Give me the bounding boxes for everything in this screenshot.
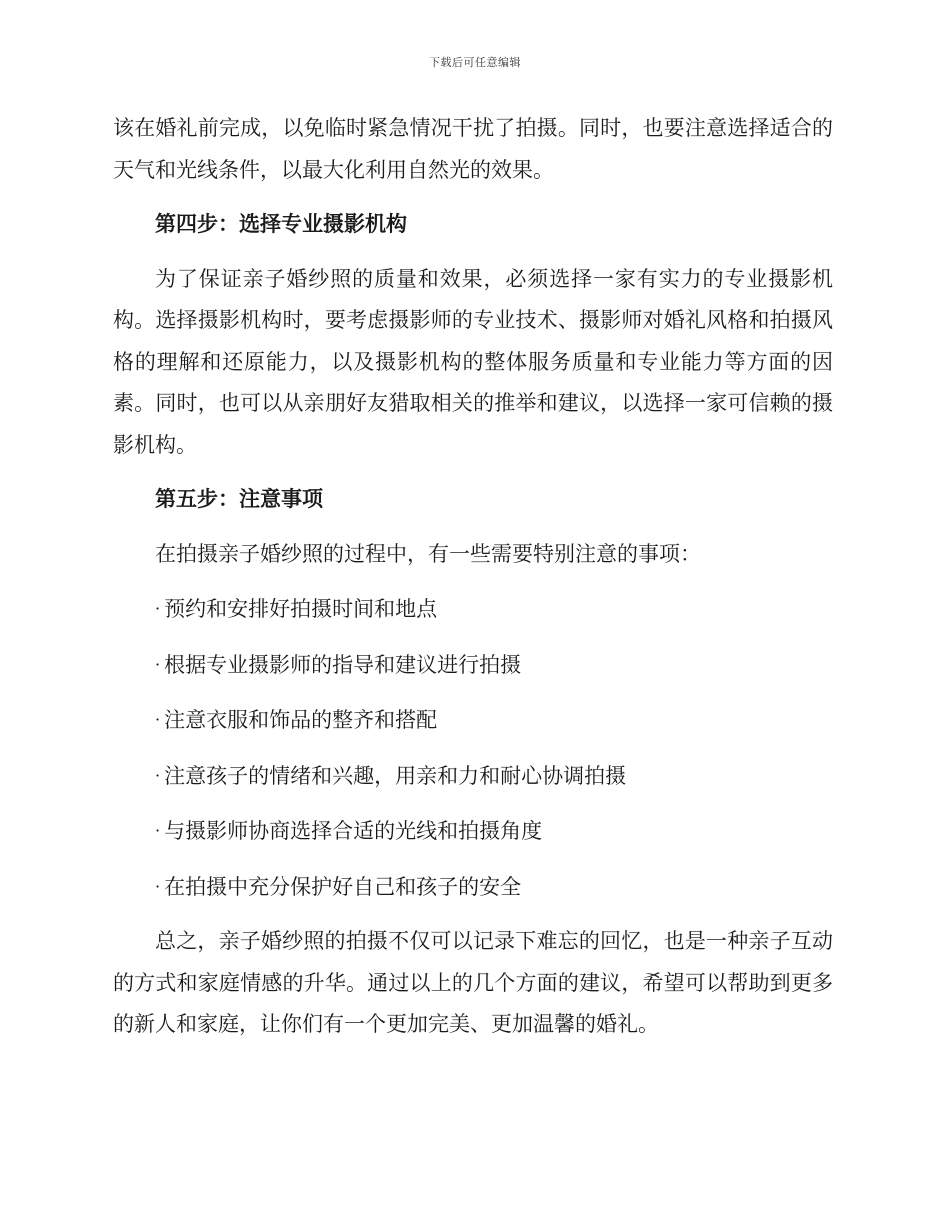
heading-step-five: 第五步：注意事项 (155, 487, 323, 511)
bullet-icon: · (155, 710, 161, 729)
list-item-text: 在拍摄中充分保护好自己和孩子的安全 (164, 874, 522, 899)
list-item (113, 699, 833, 742)
list-item-text: 根据专业摄影师的指导和建议进行拍摄 (164, 652, 522, 677)
bullet-icon: · (155, 599, 161, 618)
bullet-icon: · (155, 765, 161, 785)
list-item (113, 866, 833, 909)
bullet-icon: · (155, 821, 161, 840)
paragraph-choose-studio: 为了保证亲子婚纱照的质量和效果，必须选择一家有实力的专业摄影机构。选择摄影机构时，要考虑摄影师的专业技术、摄影师对婚礼风格和拍摄风格的理解和还原能力，以及摄影机构的整体服务质量和专业能力等方面的因素。同时，也可以从亲朋好友猎取相关的推举和建议，以选择一家可信赖的摄影机构。 (113, 266, 833, 457)
list-item (113, 588, 833, 631)
notes-bullet-list (113, 588, 833, 908)
list-item (113, 810, 833, 853)
list-item (113, 644, 833, 687)
list-item-text: 与摄影师协商选择合适的光线和拍摄角度 (164, 819, 543, 843)
paragraph-continuation: 该在婚礼前完成，以免临时紧急情况干扰了拍摄。同时，也要注意选择适合的天气和光线条件，以最大化利用自然光的效果。 (113, 116, 833, 182)
list-item (113, 755, 833, 798)
bullet-icon: · (155, 654, 161, 674)
page-header: 下载后可任意编辑 (429, 56, 521, 69)
heading-step-four: 第四步：选择专业摄影机构 (155, 212, 407, 236)
list-item-text: 预约和安排好拍摄时间和地点 (164, 597, 438, 621)
paragraph-notes-intro: 在拍摄亲子婚纱照的过程中，有一些需要特别注意的事项： (155, 541, 701, 566)
document-body (113, 108, 833, 1059)
list-item-text: 注意衣服和饰品的整齐和搭配 (164, 708, 438, 732)
bullet-icon: · (155, 876, 161, 896)
paragraph-conclusion: 总之，亲子婚纱照的拍摄不仅可以记录下难忘的回忆，也是一种亲子互动的方式和家庭情感的升华。通过以上的几个方面的建议，希望可以帮助到更多的新人和家庭，让你们有一个更加完美、更加温馨的婚礼。 (113, 929, 833, 1036)
list-item-text: 注意孩子的情绪和兴趣，用亲和力和耐心协调拍摄 (164, 763, 627, 788)
